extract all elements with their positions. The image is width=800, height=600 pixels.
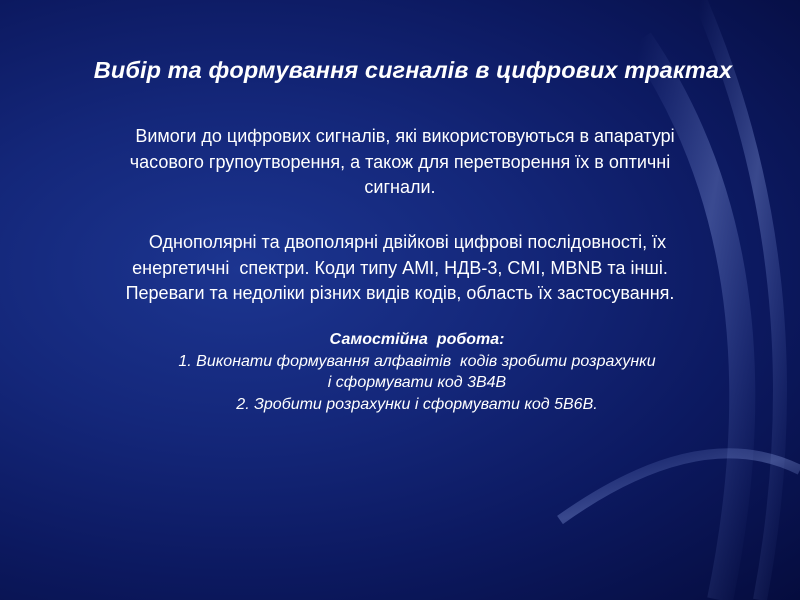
paragraph-line: Вимоги до цифрових сигналів, які використовуються в апаратурі: [125, 126, 675, 146]
paragraph-line: Переваги та недоліки різних видів кодів, область їх застосування.: [125, 283, 675, 303]
codes-paragraph: [0, 230, 800, 307]
task-line: 2. Зробити розрахунки і сформувати код 5B6B.: [236, 395, 598, 413]
slide-title: Вибір та формування сигналів в цифрових трактах: [93, 57, 733, 83]
paragraph-line: часового групоутворення, а також для перетворення їх в оптичні: [129, 151, 671, 172]
task-line: і сформувати код 3B4B: [327, 374, 507, 391]
requirements-paragraph: [0, 124, 800, 201]
paragraph-line: сигнали.: [364, 177, 436, 197]
paragraph-line: Однополярні та двополярні двійкові цифрові послідовності, їх: [133, 232, 667, 252]
self-study-heading: Самостійна робота:: [329, 331, 505, 348]
self-study-block: [0, 329, 800, 415]
task-line: 1. Виконати формування алфавітів кодів зробити розрахунки: [178, 352, 656, 370]
paragraph-line: енергетичні спектри. Коди типу AMI, НДВ-3, CMI, MBNB та інші.: [132, 257, 668, 278]
